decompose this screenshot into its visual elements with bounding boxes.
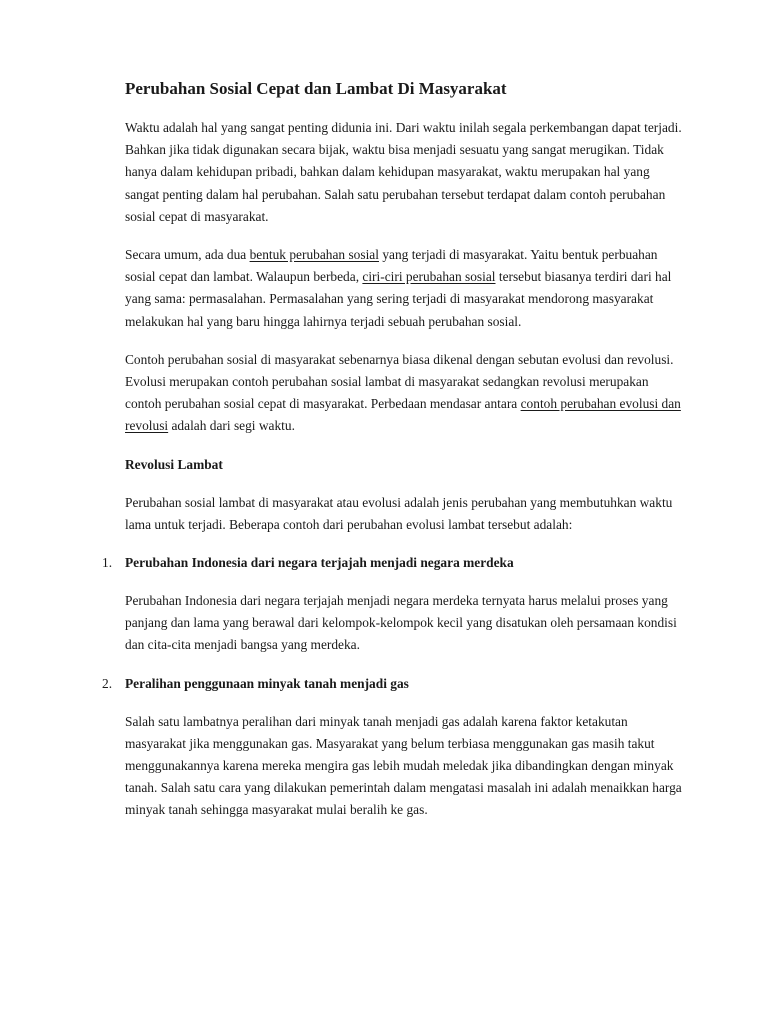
list-number: 1. [102,555,113,571]
link-ciri-ciri-perubahan-sosial[interactable]: ciri-ciri perubahan sosial [362,269,496,285]
evolution-paragraph [125,349,685,438]
section-heading: Revolusi Lambat [125,456,223,472]
intro-paragraph: Waktu adalah hal yang sangat penting didunia ini. Dari waktu inilah segala perkembangan dapat terjadi. Bahkan jika tidak digunakan secara bijak, waktu bisa menjadi sesuatu yang sangat merugikan. Tidak hanya dalam kehidupan pribadi, bahkan dalam kehidupan masyarakat, waktu merupakan hal yang sangat penting dalam hal perubahan. Salah satu perubahan tersebut terdapat dalam contoh perubahan sosial cepat di masyarakat. [125,120,682,224]
document-title: Perubahan Sosial Cepat dan Lambat Di Masyarakat [125,79,507,98]
list-heading-text: Perubahan Indonesia dari negara terjajah menjadi negara merdeka [125,555,514,571]
forms-paragraph [125,244,685,333]
forms-text-2: yang terjadi di masyarakat. Yaitu bentuk perbuahan sosial cepat dan lambat. Walaupun berbeda, [125,247,658,285]
link-contoh-perubahan-evolusi-revolusi[interactable]: contoh perubahan evolusi dan revolusi [125,396,681,434]
list-number: 2. [102,675,113,691]
evolution-text-2: adalah dari segi waktu. [168,418,295,434]
list-item-body: Salah satu lambatnya peralihan dari minyak tanah menjadi gas adalah karena faktor ketakutan masyarakat jika menggunakan gas. Masyarakat yang belum terbiasa menggunakan gas masih takut menggunakannya karena mereka mengira gas lebih mudah meledak jika dibandingkan dengan minyak tanah. Salah satu cara yang dilakukan pemerintah dalam mengatasi masalah ini adalah menaikkan harga minyak tanah sehingga masyarakat mulai beralih ke gas. [125,713,682,818]
forms-text-1: Secara umum, ada dua [125,247,250,263]
forms-text-3: tersebut biasanya terdiri dari hal yang sama: permasalahan. Permasalahan yang sering terjadi di masyarakat mendorong masyarakat melakukan hal yang baru hingga lahirnya terjadi sebuah perubahan sosial. [125,269,672,329]
list-item-heading [102,552,685,574]
list-item-heading [102,673,685,695]
link-bentuk-perubahan-sosial[interactable]: bentuk perubahan sosial [249,247,379,263]
list-heading-text: Peralihan penggunaan minyak tanah menjadi gas [125,675,409,691]
document-content [102,78,685,822]
evolution-text-1: Contoh perubahan sosial di masyarakat sebenarnya biasa dikenal dengan sebutan evolusi dan revolusi. Evolusi merupakan contoh perubahan sosial lambat di masyarakat sedangkan revolusi merupakan contoh perubahan sosial cepat di masyarakat. Perbedaan mendasar antara [125,351,674,412]
list-item-body: Perubahan Indonesia dari negara terjajah menjadi negara merdeka ternyata harus melalui proses yang panjang dan lama yang berawal dari kelompok-kelompok kecil yang disatukan oleh persamaan kondisi dan cita-cita menjadi bangsa yang merdeka. [125,593,677,653]
section-intro: Perubahan sosial lambat di masyarakat atau evolusi adalah jenis perubahan yang membutuhkan waktu lama untuk terjadi. Beberapa contoh dari perubahan evolusi lambat tersebut adalah: [125,494,673,532]
